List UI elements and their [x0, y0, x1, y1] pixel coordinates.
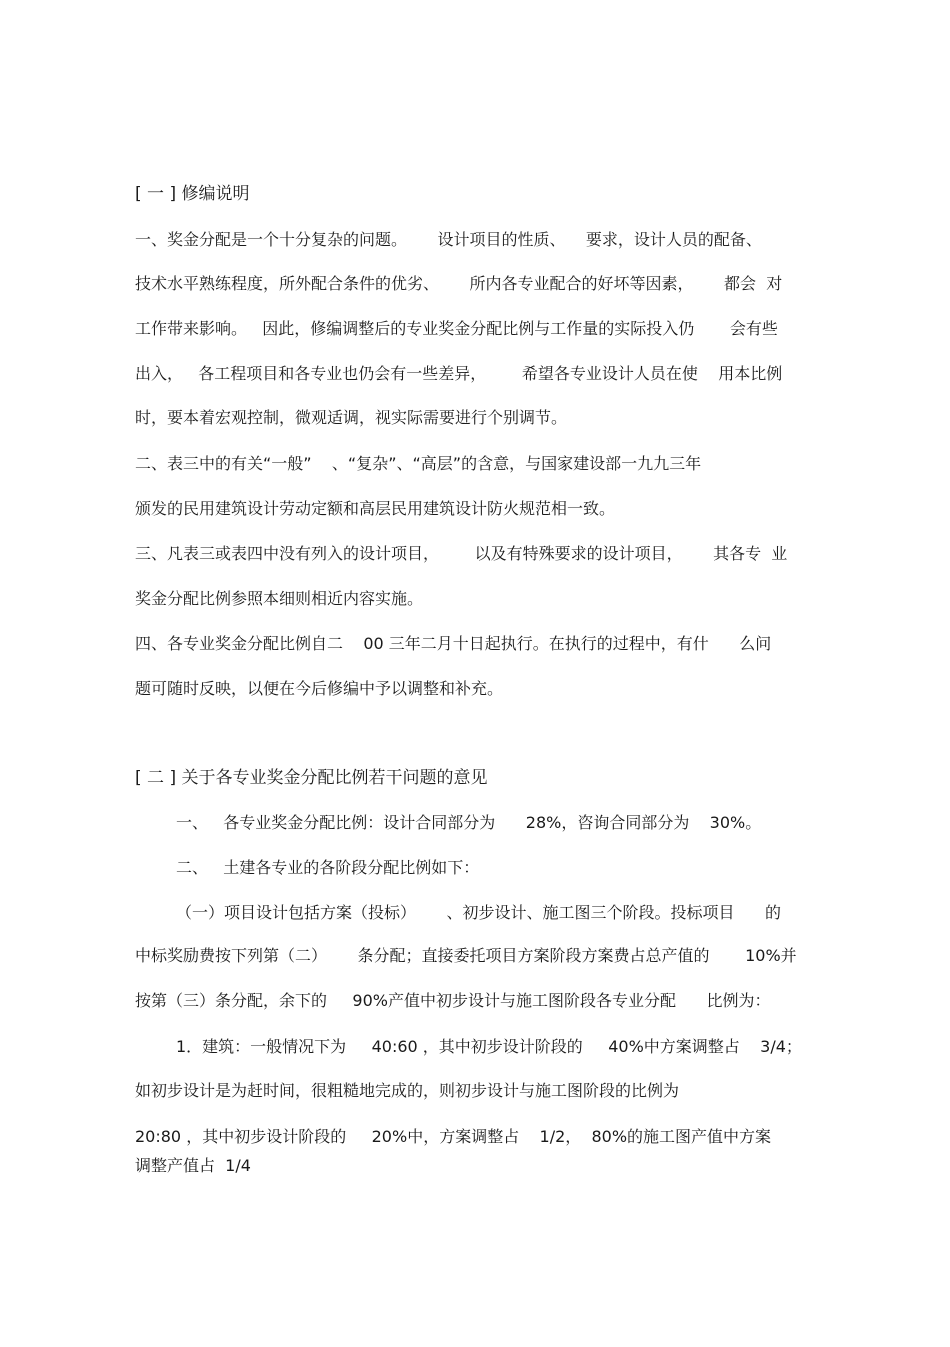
section-heading-1: [ 一 ] 修编说明	[135, 184, 250, 204]
paragraph-line: 技术水平熟练程度，所外配合条件的优劣、 所内各专业配合的好坏等因素， 都会 对	[135, 274, 783, 293]
paragraph-line: 工作带来影响。 因此，修编调整后的专业奖金分配比例与工作量的实际投入仍 会有些	[135, 319, 778, 338]
paragraph-line: 1．建筑：一般情况下为 40:60 ，其中初步设计阶段的 40%中方案调整占 3/4；	[176, 1037, 802, 1056]
paragraph-line: 三、凡表三或表四中没有列入的设计项目， 以及有特殊要求的设计项目， 其各专 业	[135, 544, 788, 563]
paragraph-line: 调整产值占 1/4	[135, 1156, 251, 1175]
paragraph-line: 如初步设计是为赶时间，很粗糙地完成的，则初步设计与施工图阶段的比例为	[135, 1081, 680, 1100]
paragraph-line: 题可随时反映，以便在今后修编中予以调整和补充。	[135, 679, 504, 698]
paragraph-line: 按第（三）条分配，余下的 90%产值中初步设计与施工图阶段各专业分配 比例为：	[135, 991, 771, 1010]
paragraph-line: 四、各专业奖金分配比例自二 00 三年二月十日起执行。在执行的过程中，有什 么问	[135, 634, 772, 653]
paragraph-line: 奖金分配比例参照本细则相近内容实施。	[135, 589, 424, 608]
paragraph-line: 二、表三中的有关“一般” 、“复杂”、“高层”的含意，与国家建设部一九九三年	[135, 454, 702, 473]
paragraph-line: 二、 土建各专业的各阶段分配比例如下：	[176, 858, 480, 877]
paragraph-line: 颁发的民用建筑设计劳动定额和高层民用建筑设计防火规范相一致。	[135, 499, 616, 518]
paragraph-line: 20:80 ，其中初步设计阶段的 20%中，方案调整占 1/2， 80%的施工图产值中方案	[135, 1127, 772, 1146]
paragraph-line: 一、 各专业奖金分配比例：设计合同部分为 28%，咨询合同部分为 30%。	[176, 813, 762, 832]
paragraph-line: 时，要本着宏观控制，微观适调，视实际需要进行个别调节。	[135, 408, 568, 427]
paragraph-line: （一）项目设计包括方案（投标） 、初步设计、施工图三个阶段。投标项目 的	[176, 903, 782, 922]
paragraph-line: 一、奖金分配是一个十分复杂的问题。 设计项目的性质、 要求，设计人员的配备、	[135, 230, 762, 249]
paragraph-line: 中标奖励费按下列第（二） 条分配；直接委托项目方案阶段方案费占总产值的 10%并	[135, 946, 797, 965]
paragraph-line: 出入， 各工程项目和各专业也仍会有一些差异， 希望各专业设计人员在使 用本比例	[135, 364, 783, 383]
section-heading-2: [ 二 ] 关于各专业奖金分配比例若干问题的意见	[135, 768, 488, 788]
